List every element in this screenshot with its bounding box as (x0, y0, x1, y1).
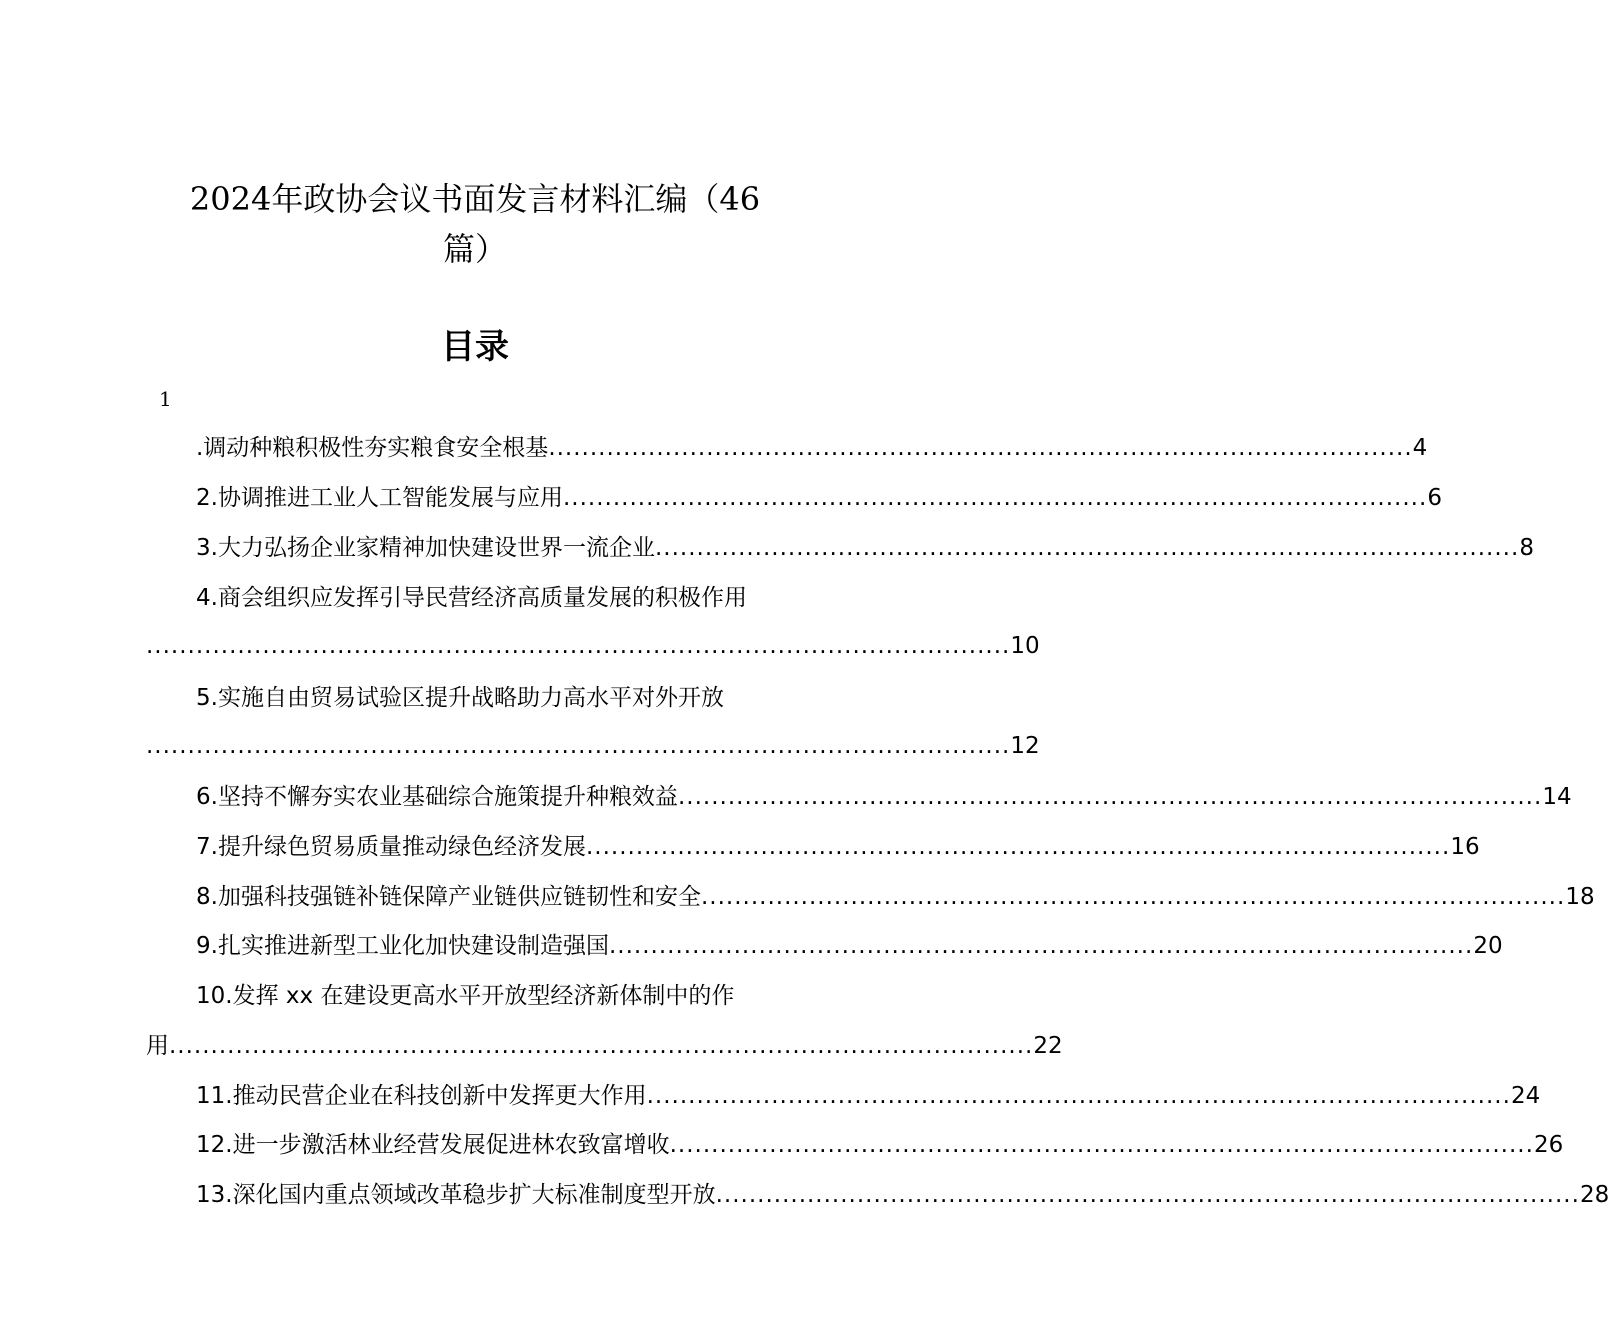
toc-entry-title: 3.大力弘扬企业家精神加快建设世界一流企业 (196, 535, 655, 561)
toc-leader-dots: ........................................................................................................ (146, 633, 1011, 659)
toc-leader-dots: ........................................................................................................ (715, 1182, 1580, 1208)
toc-entry[interactable] (146, 481, 1442, 515)
toc-entry-title: 8.加强科技强链补链保障产业链供应链韧性和安全 (196, 884, 701, 910)
toc-entry[interactable] (146, 1079, 1541, 1113)
toc-leader-dots: ........................................................................................................ (677, 784, 1543, 810)
toc-leader-dots: ........................................................................................................ (608, 933, 1474, 959)
toc-entry[interactable] (146, 1178, 1609, 1212)
toc-entry-title: 11.推动民营企业在科技创新中发挥更大作用 (196, 1083, 647, 1109)
title-line-2: 篇） (442, 230, 507, 268)
toc-entry-continuation[interactable] (146, 729, 1040, 763)
toc-leader-dots: ........................................................................................................ (548, 435, 1413, 461)
toc-entry-title: 2.协调推进工业人工智能发展与应用 (196, 485, 563, 511)
document-title (160, 174, 790, 274)
toc-entry[interactable] (146, 581, 806, 615)
toc-entry-continuation[interactable] (146, 1029, 1063, 1063)
toc-leader-dots: ........................................................................................................ (700, 884, 1566, 910)
toc-entry-title: 4.商会组织应发挥引导民营经济高质量发展的积极作用 (196, 585, 747, 611)
toc-entry-title: 13.深化国内重点领域改革稳步扩大标准制度型开放 (196, 1182, 716, 1208)
toc-page-number: 28 (1579, 1182, 1609, 1208)
toc-page-number: 26 (1533, 1132, 1564, 1158)
toc-leader-dots: ........................................................................................................ (669, 1132, 1534, 1158)
toc-page-number: 18 (1565, 884, 1595, 910)
toc-heading: 目录 (441, 327, 509, 367)
toc-entry-title: 9.扎实推进新型工业化加快建设制造强国 (196, 933, 609, 959)
toc-leader-dots: ........................................................................................................ (585, 834, 1451, 860)
toc-page-number: 10 (1010, 633, 1040, 659)
toc-page-number: 16 (1450, 834, 1480, 860)
toc-entry-title: 5.实施自由贸易试验区提升战略助力高水平对外开放 (196, 685, 724, 711)
toc-entry[interactable] (146, 681, 806, 715)
toc-entry[interactable] (146, 1128, 1564, 1162)
toc-entry-title-continued: 用 (146, 1033, 169, 1059)
toc-leader-dots: ........................................................................................................ (169, 1033, 1034, 1059)
toc-entry[interactable] (146, 780, 1572, 814)
toc-entry-title: .调动种粮积极性夯实粮食安全根基 (196, 435, 549, 461)
toc-page-number: 8 (1519, 535, 1534, 561)
toc-entry-title: 10.发挥 xx 在建设更高水平开放型经济新体制中的作 (196, 983, 735, 1009)
toc-page-number: 6 (1427, 485, 1442, 511)
toc-page-number: 20 (1473, 933, 1503, 959)
toc-entry[interactable] (146, 531, 1534, 565)
toc-leader-dots: ........................................................................................................ (562, 485, 1428, 511)
toc-entry[interactable] (146, 929, 1503, 963)
toc-entry[interactable] (146, 431, 1428, 465)
toc-page-number: 4 (1412, 435, 1428, 461)
toc-entry[interactable] (146, 880, 1595, 914)
toc-entry[interactable] (146, 830, 1480, 864)
toc-page-number: 22 (1033, 1033, 1063, 1059)
toc-entry[interactable] (146, 979, 806, 1013)
toc-entry-title: 7.提升绿色贸易质量推动绿色经济发展 (196, 834, 586, 860)
toc-entry-title: 6.坚持不懈夯实农业基础综合施策提升种粮效益 (196, 784, 678, 810)
list-number: 1 (159, 387, 172, 411)
toc-entry-continuation[interactable] (146, 629, 1040, 663)
title-line-1: 2024年政协会议书面发言材料汇编（46 (189, 180, 761, 218)
toc-leader-dots: ........................................................................................................ (146, 733, 1011, 759)
toc-leader-dots: ........................................................................................................ (646, 1083, 1511, 1109)
toc-page-number: 24 (1510, 1083, 1541, 1109)
toc-leader-dots: ........................................................................................................ (654, 535, 1520, 561)
toc-page-number: 14 (1542, 784, 1572, 810)
toc-entry-title: 12.进一步激活林业经营发展促进林农致富增收 (196, 1132, 670, 1158)
toc-page-number: 12 (1010, 733, 1040, 759)
